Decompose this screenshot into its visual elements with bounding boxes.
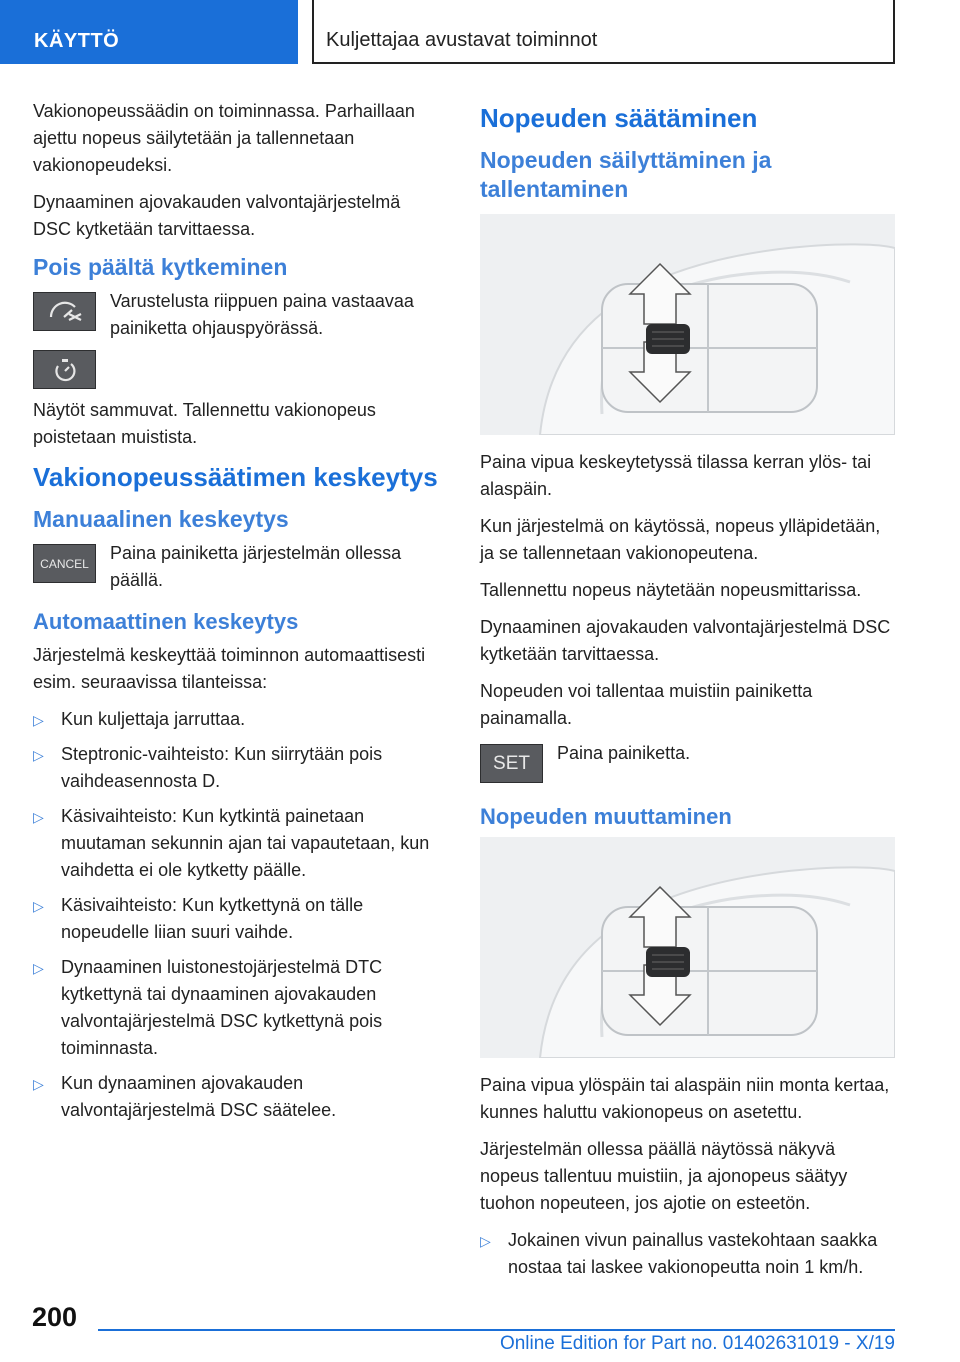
adjust-heading: Nopeuden säätäminen xyxy=(480,103,758,133)
auto-heading: Automaattinen keskeytys xyxy=(33,609,299,634)
section-tab xyxy=(0,0,298,64)
left-column xyxy=(33,98,443,1132)
keep-paragraph: Nopeuden voi tallentaa muistiin painiketta painamalla. xyxy=(480,681,813,728)
keep-paragraph: Kun järjestelmä on käytössä, nopeus ylläpidetään, ja se tallennetaan vakionopeutena. xyxy=(480,516,881,563)
section-title: KÄYTTÖ xyxy=(34,30,120,52)
bullet-triangle-icon: ▷ xyxy=(33,898,44,914)
speed-limiter-icon xyxy=(52,357,78,383)
auto-bullet-list xyxy=(33,706,443,1124)
bullet-triangle-icon: ▷ xyxy=(33,747,44,763)
change-heading: Nopeuden muuttaminen xyxy=(480,804,732,829)
list-item: ▷ Steptronic-vaihteisto: Kun siirrytään pois vaihdeasennosta D. xyxy=(33,744,383,791)
change-bullet-list xyxy=(480,1227,898,1281)
chapter-header xyxy=(312,0,895,64)
list-item: ▷ Käsivaihteisto: Kun kytkintä painetaan muutaman sekunnin ajan tai vapautetaan, kun vaihdetta ei ole kytketty päälle. xyxy=(33,806,430,880)
bullet-triangle-icon: ▷ xyxy=(33,1076,44,1092)
edition-footer: Online Edition for Part no. 01402631019 - X/19 xyxy=(499,1333,895,1354)
cancel-label: CANCEL xyxy=(40,556,89,571)
keep-paragraph: Dynaaminen ajovakauden valvontajärjestelmä DSC kytketään tarvittaessa. xyxy=(480,617,891,664)
interrupt-heading: Vakionopeussäätimen keskeytys xyxy=(33,462,438,492)
chapter-title: Kuljettajaa avustavat toiminnot xyxy=(326,29,598,51)
off-button-row xyxy=(33,292,443,342)
speed-limiter-button xyxy=(33,350,96,389)
cruise-off-button xyxy=(33,292,96,331)
bullet-triangle-icon: ▷ xyxy=(33,809,44,825)
bullet-triangle-icon: ▷ xyxy=(33,960,44,976)
steering-wheel-buttons-illustration xyxy=(480,214,895,435)
limiter-button-row xyxy=(33,350,443,389)
bullet-triangle-icon: ▷ xyxy=(480,1233,491,1249)
change-paragraph: Paina vipua ylöspäin tai alaspäin niin monta kertaa, kunnes haluttu vakionopeus on asetettu. xyxy=(480,1075,890,1122)
list-item: ▷ Kun kuljettaja jarruttaa. xyxy=(33,706,443,733)
steering-wheel-illustration xyxy=(480,214,895,435)
steering-wheel-buttons-illustration xyxy=(480,837,895,1058)
footer-rule xyxy=(98,1329,895,1331)
intro-paragraph: Vakionopeussäädin on toiminnassa. Parhaillaan ajettu nopeus säilytetään ja tallennetaan vakionopeudeksi. xyxy=(33,101,415,175)
manual-heading: Manuaalinen keskeytys xyxy=(33,506,289,532)
set-label: SET xyxy=(493,752,530,774)
cancel-button-row xyxy=(33,544,443,594)
cancel-button xyxy=(33,544,96,583)
change-paragraph: Järjestelmän ollessa päällä näytössä näkyvä nopeus tallentuu muistiin, ja ajonopeus säätyy tuohon nopeuteen, jos ajotie on esteetön. xyxy=(480,1139,848,1213)
keep-paragraph: Tallennettu nopeus näytetään nopeusmittarissa. xyxy=(480,580,862,600)
list-item: ▷ Jokainen vivun painallus vastekohtaan saakka nostaa tai laskee vakionopeutta noin 1 km/h. xyxy=(480,1230,878,1277)
keep-heading: Nopeuden säilyttäminen ja tallentaminen xyxy=(480,147,772,202)
off-button-text: Varustelusta riippuen paina vastaavaa painiketta ohjauspyörässä. xyxy=(110,291,414,338)
page-number: 200 xyxy=(32,1302,78,1332)
off-heading: Pois päältä kytkeminen xyxy=(33,254,288,280)
off-result: Näytöt sammuvat. Tallennettu vakionopeus poistetaan muistista. xyxy=(33,400,376,447)
bullet-triangle-icon: ▷ xyxy=(33,712,44,728)
cruise-off-icon xyxy=(45,299,85,325)
list-item: ▷ Käsivaihteisto: Kun kytkettynä on tälle nopeudelle liian suuri vaihde. xyxy=(33,895,364,942)
list-item: ▷ Dynaaminen luistonestojärjestelmä DTC kytkettynä tai dynaaminen ajovakauden valvontajärjestelmä DSC kytkettynä pois toiminnasta. xyxy=(33,957,383,1058)
steering-wheel-illustration-2 xyxy=(480,837,895,1058)
set-text: Paina painiketta. xyxy=(557,743,691,763)
right-column xyxy=(480,98,898,1289)
list-item: ▷ Kun dynaaminen ajovakauden valvontajärjestelmä DSC säätelee. xyxy=(33,1073,337,1120)
auto-intro: Järjestelmä keskeyttää toiminnon automaattisesti esim. seuraavissa tilanteissa: xyxy=(33,645,426,692)
keep-paragraph: Paina vipua keskeytetyssä tilassa kerran ylös- tai alaspäin. xyxy=(480,452,872,499)
intro-paragraph: Dynaaminen ajovakauden valvontajärjestelmä DSC kytketään tarvittaessa. xyxy=(33,192,401,239)
manual-text: Paina painiketta järjestelmän ollessa päällä. xyxy=(110,543,402,590)
set-button xyxy=(480,744,543,783)
set-button-row xyxy=(480,744,898,783)
